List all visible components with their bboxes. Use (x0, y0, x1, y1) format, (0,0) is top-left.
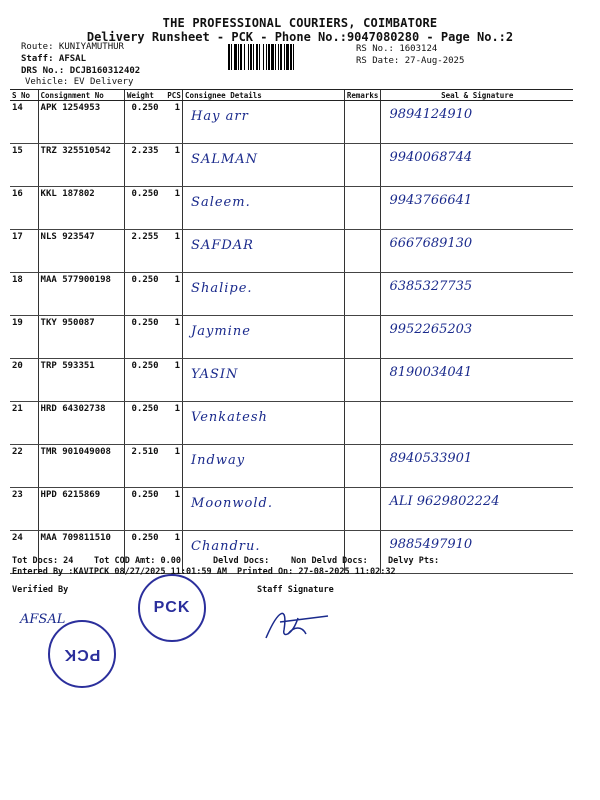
table-row (10, 359, 573, 402)
col-consignee: Consignee Details (183, 90, 345, 101)
seal-signature: 9952265203 (389, 322, 473, 337)
rs-number: RS No.: 1603124 (356, 44, 438, 54)
row-pcs: 1 (165, 101, 182, 144)
row-sno: 20 (10, 359, 38, 402)
consignee-signature: Indway (191, 453, 246, 468)
row-consignee (183, 187, 345, 230)
seal-signature: 9885497910 (389, 537, 473, 552)
row-pcs: 1 (165, 187, 182, 230)
seal-signature: 6667689130 (389, 236, 473, 251)
row-pcs: 1 (165, 230, 182, 273)
table-row (10, 101, 573, 144)
seal-signature: ALI 9629802224 (389, 494, 500, 509)
non-delivered-docs: Non Delvd Docs: (291, 556, 368, 566)
row-consignment: NLS 923547 (38, 230, 124, 273)
row-remarks (344, 273, 381, 316)
row-pcs: 1 (165, 488, 182, 531)
consignee-signature: Moonwold. (191, 496, 273, 511)
consignee-signature: Venkatesh (191, 410, 268, 425)
row-consignment: TMR 901049008 (38, 445, 124, 488)
row-consignment: TKY 950087 (38, 316, 124, 359)
printed-on: Printed On: 27-08-2025 11:02:32 (237, 567, 396, 577)
row-consignee (183, 230, 345, 273)
row-consignee (183, 445, 345, 488)
table-row (10, 488, 573, 531)
company-title: THE PROFESSIONAL COURIERS, COIMBATORE (162, 16, 438, 30)
row-weight: 0.250 (124, 101, 165, 144)
row-seal (381, 402, 573, 445)
consignee-signature: Jaymine (191, 324, 251, 339)
row-pcs: 1 (165, 359, 182, 402)
row-consignment: KKL 187802 (38, 187, 124, 230)
row-remarks (344, 402, 381, 445)
vehicle-label: Vehicle: EV Delivery (25, 77, 134, 87)
pck-stamp-inverted (48, 620, 116, 688)
delivery-points: Delvy Pts: (388, 556, 440, 566)
barcode (228, 44, 352, 70)
stamp-text-inverted: PCK (63, 646, 101, 663)
row-weight: 0.250 (124, 187, 165, 230)
seal-signature: 6385327735 (389, 279, 473, 294)
row-sno: 16 (10, 187, 38, 230)
row-pcs: 1 (165, 273, 182, 316)
row-seal (381, 273, 573, 316)
row-consignment: TRP 593351 (38, 359, 124, 402)
row-consignee (183, 273, 345, 316)
seal-signature: 8190034041 (389, 365, 473, 380)
row-consignee (183, 101, 345, 144)
entered-by: Entered By :KAVIPCK 08/27/2025 11:01:59 AM (12, 567, 227, 577)
seal-signature: 9943766641 (389, 193, 473, 208)
row-seal (381, 488, 573, 531)
col-consignment: Consignment No (38, 90, 124, 101)
runsheet-subtitle: Delivery Runsheet - PCK - Phone No.:9047080280 - Page No.:2 (86, 30, 514, 44)
row-consignment: APK 1254953 (38, 101, 124, 144)
consignee-signature: SALMAN (191, 152, 259, 167)
seal-signature: 8940533901 (389, 451, 473, 466)
row-consignment: HRD 64302738 (38, 402, 124, 445)
table-row (10, 187, 573, 230)
table-row (10, 230, 573, 273)
row-seal (381, 359, 573, 402)
consignee-signature: Hay arr (191, 109, 249, 124)
row-remarks (344, 144, 381, 187)
table-header-row (10, 90, 573, 101)
col-pcs: PCS (167, 90, 181, 100)
row-pcs: 1 (165, 402, 182, 445)
stamp-text: PCK (153, 599, 191, 616)
drs-number: DRS No.: DCJB160312402 (21, 66, 141, 76)
row-pcs: 1 (165, 316, 182, 359)
row-sno: 15 (10, 144, 38, 187)
row-weight: 0.250 (124, 402, 165, 445)
verified-by-label: Verified By (12, 585, 69, 595)
row-consignee (183, 144, 345, 187)
consignee-signature: YASIN (191, 367, 239, 382)
row-consignment: MAA 577900198 (38, 273, 124, 316)
row-sno: 23 (10, 488, 38, 531)
row-pcs: 1 (165, 531, 182, 574)
delivered-docs: Delvd Docs: (213, 556, 270, 566)
row-consignee (183, 359, 345, 402)
row-seal (381, 531, 573, 574)
row-consignment: TRZ 325510542 (38, 144, 124, 187)
row-remarks (344, 187, 381, 230)
consignee-signature: Saleem. (191, 195, 251, 210)
row-seal (381, 230, 573, 273)
row-consignee (183, 488, 345, 531)
row-weight: 2.235 (124, 144, 165, 187)
total-docs: Tot Docs: 24 (12, 556, 74, 566)
col-seal: Seal & Signature (381, 90, 573, 101)
row-weight: 0.250 (124, 316, 165, 359)
staff-signature-mark (258, 600, 338, 644)
verifier-signature: AFSAL (20, 612, 66, 627)
table-row (10, 445, 573, 488)
row-sno: 24 (10, 531, 38, 574)
row-weight: 2.510 (124, 445, 165, 488)
staff-label: Staff: AFSAL (21, 54, 87, 64)
row-seal (381, 316, 573, 359)
row-seal (381, 101, 573, 144)
route-label: Route: KUNIYAMUTHUR (21, 42, 124, 52)
rs-date: RS Date: 27-Aug-2025 (356, 56, 465, 66)
row-sno: 14 (10, 101, 38, 144)
row-consignee (183, 402, 345, 445)
consignee-signature: SAFDAR (191, 238, 254, 253)
table-row (10, 144, 573, 187)
runsheet-table (10, 89, 573, 574)
row-sno: 17 (10, 230, 38, 273)
row-weight: 0.250 (124, 273, 165, 316)
row-seal (381, 445, 573, 488)
consignee-signature: Chandru. (191, 539, 261, 554)
row-pcs: 1 (165, 445, 182, 488)
barcode-bar (294, 44, 296, 70)
row-weight: 0.250 (124, 531, 165, 574)
row-remarks (344, 230, 381, 273)
col-weight: Weight (124, 90, 165, 101)
row-remarks (344, 101, 381, 144)
row-remarks (344, 316, 381, 359)
row-consignment: HPD 6215869 (38, 488, 124, 531)
row-consignee (183, 316, 345, 359)
pck-stamp (138, 574, 206, 642)
row-remarks (344, 445, 381, 488)
row-remarks (344, 359, 381, 402)
row-seal (381, 144, 573, 187)
seal-signature: 9894124910 (389, 107, 473, 122)
row-weight: 2.255 (124, 230, 165, 273)
row-weight: 0.250 (124, 359, 165, 402)
table-row (10, 402, 573, 445)
seal-signature: 9940068744 (389, 150, 473, 165)
consignee-signature: Shalipe. (191, 281, 253, 296)
row-seal (381, 187, 573, 230)
row-weight: 0.250 (124, 488, 165, 531)
row-sno: 22 (10, 445, 38, 488)
col-remarks: Remarks (344, 90, 381, 101)
row-sno: 18 (10, 273, 38, 316)
table-row (10, 273, 573, 316)
staff-signature-label: Staff Signature (257, 585, 334, 595)
row-remarks (344, 488, 381, 531)
row-consignment: MAA 709811510 (38, 531, 124, 574)
table-row (10, 316, 573, 359)
row-sno: 19 (10, 316, 38, 359)
total-cod: Tot COD Amt: 0.00 (94, 556, 181, 566)
row-pcs: 1 (165, 144, 182, 187)
row-sno: 21 (10, 402, 38, 445)
col-sno: S No (10, 90, 38, 101)
